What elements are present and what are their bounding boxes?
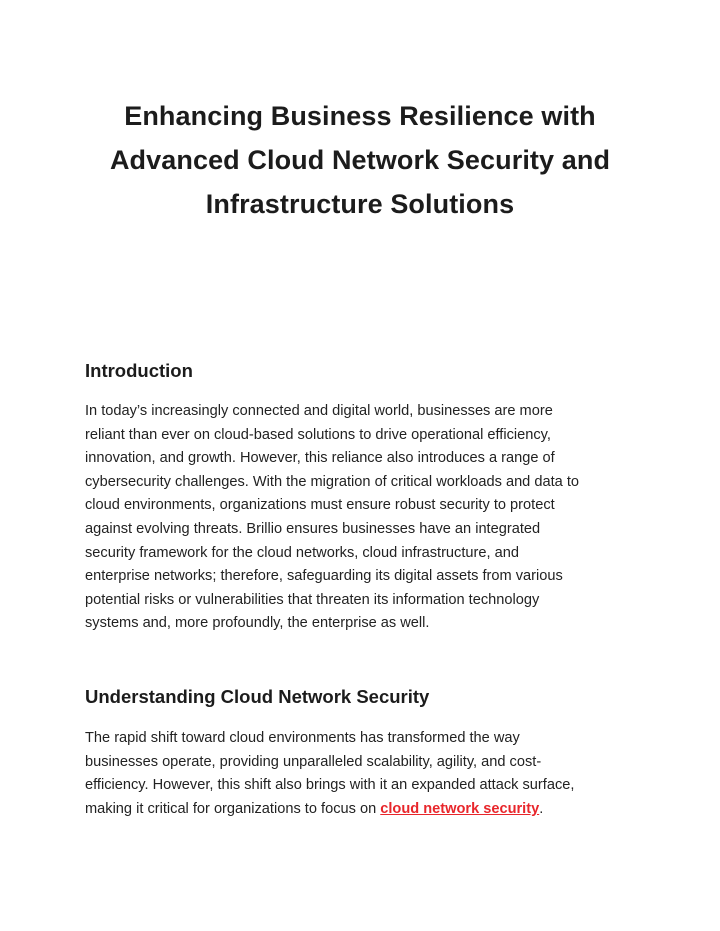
title-line: Enhancing Business Resilience with	[124, 101, 596, 131]
paragraph-line: efficiency. However, this shift also brings with it an expanded attack surface,	[85, 777, 575, 794]
paragraph-line: The rapid shift toward cloud environments has transformed the way	[85, 730, 520, 746]
section-heading-introduction: Introduction	[85, 360, 193, 381]
understanding-paragraph	[85, 727, 645, 821]
paragraph-line: security framework for the cloud networks, cloud infrastructure, and	[85, 544, 519, 561]
paragraph-line: potential risks or vulnerabilities that threaten its information technology	[85, 591, 540, 608]
introduction-paragraph	[85, 400, 645, 636]
paragraph-line: cybersecurity challenges. With the migration of critical workloads and data to	[85, 473, 579, 490]
paragraph-line: enterprise networks; therefore, safeguarding its digital assets from various	[85, 568, 563, 585]
paragraph-line: cloud environments, organizations must ensure robust security to protect	[85, 497, 555, 514]
line-text: .	[539, 800, 544, 817]
paragraph-line: systems and, more profoundly, the enterprise as well.	[85, 615, 430, 632]
title-line: Advanced Cloud Network Security and	[109, 145, 611, 175]
paragraph-line: In today’s increasingly connected and digital world, businesses are more	[85, 403, 553, 419]
paragraph-line: reliant than ever on cloud-based solutions to drive operational efficiency,	[85, 426, 551, 443]
document-title	[60, 94, 660, 226]
section-heading-understanding-cloud-network-security: Understanding Cloud Network Security	[85, 686, 430, 707]
cloud-network-security-link[interactable]: cloud network security	[380, 800, 540, 817]
paragraph-line: innovation, and growth. However, this reliance also introduces a range of	[85, 450, 555, 467]
title-line: Infrastructure Solutions	[205, 189, 515, 219]
paragraph-line: businesses operate, providing unparalleled scalability, agility, and cost-	[85, 753, 542, 770]
line-text: making it critical for organizations to focus on	[85, 800, 381, 817]
paragraph-line: against evolving threats. Brillio ensures businesses have an integrated	[85, 520, 541, 537]
paragraph-line	[85, 798, 645, 822]
